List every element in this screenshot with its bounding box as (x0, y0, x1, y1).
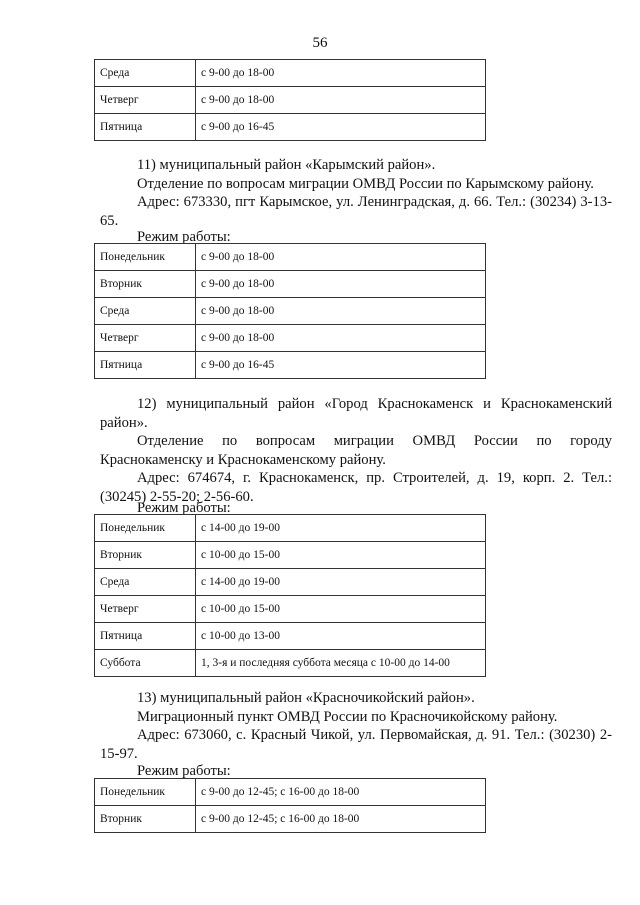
office-address: Адрес: 673330, пгт Карымское, ул. Ленинградская, д. 66. Тел.: (30234) 3-13-65. (100, 194, 612, 229)
hours-cell: с 9-00 до 16-45 (196, 114, 486, 141)
hours-cell: с 9-00 до 18-00 (196, 271, 486, 298)
hours-cell: с 10-00 до 15-00 (196, 542, 486, 569)
table-row (95, 650, 486, 677)
section-12-text (100, 395, 612, 506)
table-row (95, 271, 486, 298)
table-row (95, 352, 486, 379)
schedule-table-section-12 (94, 514, 486, 677)
day-cell: Четверг (95, 87, 196, 114)
table-row (95, 244, 486, 271)
hours-cell: с 10-00 до 13-00 (196, 623, 486, 650)
office-name: Отделение по вопросам миграции ОМВД России по Карымскому району. (137, 175, 594, 192)
section-11-text (100, 156, 612, 230)
day-cell: Вторник (95, 271, 196, 298)
day-cell: Понедельник (95, 244, 196, 271)
section-heading: 11) муниципальный район «Карымский район». (137, 157, 436, 173)
hours-cell: с 9-00 до 16-45 (196, 352, 486, 379)
schedule-label: Режим работы: (137, 763, 231, 779)
schedule-label: Режим работы: (137, 229, 231, 245)
day-cell: Среда (95, 298, 196, 325)
hours-cell: с 14-00 до 19-00 (196, 515, 486, 542)
day-cell: Пятница (95, 114, 196, 141)
hours-cell: с 9-00 до 18-00 (196, 325, 486, 352)
office-address: Адрес: 674674, г. Краснокаменск, пр. Строителей, д. 19, корп. 2. Тел.: (30245) 2-55-20; 2-56-60. (100, 470, 612, 505)
day-cell: Среда (95, 60, 196, 87)
day-cell: Пятница (95, 352, 196, 379)
schedule-table-section-13 (94, 778, 486, 833)
office-name: Отделение по вопросам миграции ОМВД России по городу Краснокаменску и Краснокаменскому району. (100, 433, 612, 468)
schedule-table-continued (94, 59, 486, 141)
table-row (95, 325, 486, 352)
hours-cell: с 10-00 до 15-00 (196, 596, 486, 623)
hours-cell: с 9-00 до 12-45; с 16-00 до 18-00 (196, 779, 486, 806)
table-row (95, 298, 486, 325)
day-cell: Понедельник (95, 779, 196, 806)
table-row (95, 806, 486, 833)
day-cell: Четверг (95, 596, 196, 623)
hours-cell: с 9-00 до 18-00 (196, 87, 486, 114)
day-cell: Среда (95, 569, 196, 596)
day-cell: Четверг (95, 325, 196, 352)
table-row (95, 87, 486, 114)
day-cell: Вторник (95, 542, 196, 569)
hours-cell: с 14-00 до 19-00 (196, 569, 486, 596)
office-name: Миграционный пункт ОМВД России по Красночикойскому району. (137, 708, 558, 725)
table-row (95, 542, 486, 569)
table-row (95, 114, 486, 141)
hours-cell: с 9-00 до 18-00 (196, 298, 486, 325)
table-row (95, 596, 486, 623)
table-row (95, 60, 486, 87)
schedule-table-section-11 (94, 243, 486, 379)
schedule-label: Режим работы: (137, 500, 231, 516)
day-cell: Суббота (95, 650, 196, 677)
table-row (95, 779, 486, 806)
table-row (95, 569, 486, 596)
day-cell: Пятница (95, 623, 196, 650)
page-number: 56 (312, 35, 328, 51)
office-address: Адрес: 673060, с. Красный Чикой, ул. Первомайская, д. 91. Тел.: (30230) 2-15-97. (100, 727, 612, 762)
section-13-text (100, 689, 612, 763)
hours-cell: с 9-00 до 18-00 (196, 244, 486, 271)
section-heading: 13) муниципальный район «Красночикойский район». (137, 690, 475, 706)
table-row (95, 623, 486, 650)
hours-cell: с 9-00 до 12-45; с 16-00 до 18-00 (196, 806, 486, 833)
day-cell: Вторник (95, 806, 196, 833)
section-heading: 12) муниципальный район «Город Краснокаменск и Краснокаменский район». (100, 396, 612, 431)
table-row (95, 515, 486, 542)
hours-cell: с 9-00 до 18-00 (196, 60, 486, 87)
day-cell: Понедельник (95, 515, 196, 542)
hours-cell: 1, 3-я и последняя суббота месяца с 10-00 до 14-00 (196, 650, 486, 677)
